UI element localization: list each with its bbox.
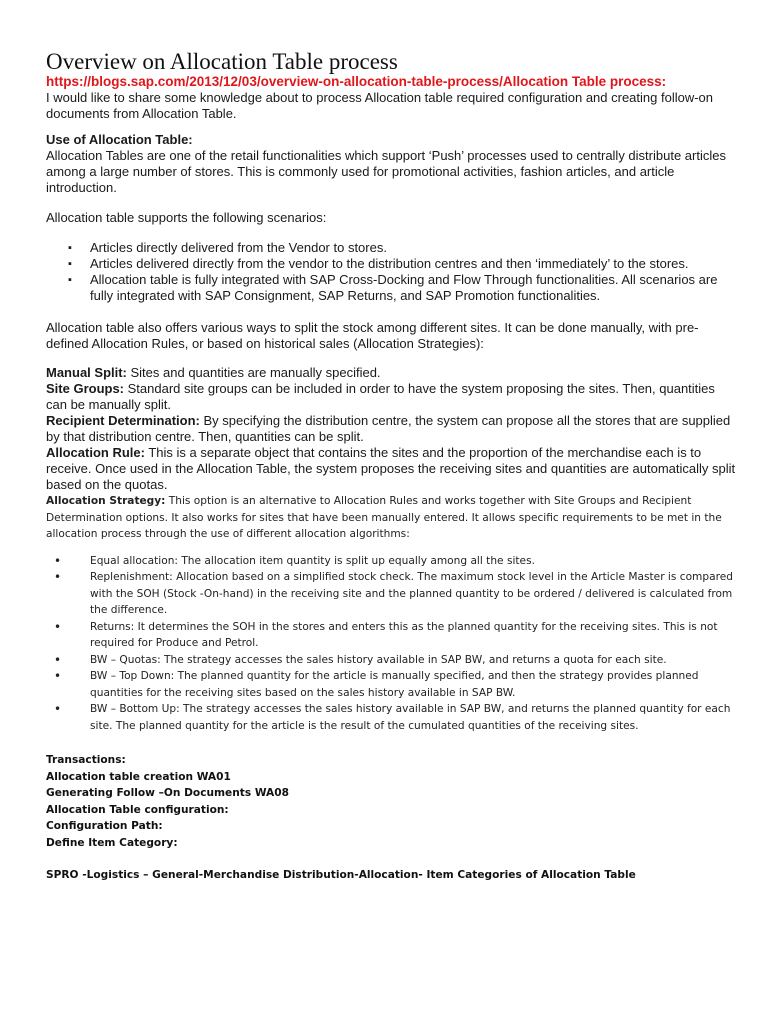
strategy-item: • Equal allocation: The allocation item quantity is split up equally among all the sites. [90, 553, 736, 570]
method-manual [46, 365, 736, 381]
spro-path: SPRO -Logistics – General-Merchandise Distribution-Allocation- Item Categories of Allocation Table [46, 869, 636, 881]
use-paragraph: Allocation Tables are one of the retail functionalities which support ‘Push’ processes used to centrally distribute articles among a large number of stores. This is commonly used for promotional activities, fashion articles, and article introduction. [46, 148, 726, 195]
method-site-groups [46, 381, 736, 413]
method-recipient [46, 413, 736, 445]
strategy-label: Allocation Strategy: [46, 495, 166, 507]
document-page [46, 50, 736, 884]
intro-paragraph: I would like to share some knowledge about to process Allocation table required configuration and creating follow-on documents from Allocation Table. [46, 90, 714, 121]
strategy-text: This option is an alternative to Allocation Rules and works together with Site Groups and Recipient Determination options. It also works for sites that have been manually entered. It allows specific requirements to be met in the allocation process through the use of different allocation algorithms: [46, 495, 722, 540]
method-text: Sites and quantities are manually specified. [126, 365, 381, 380]
strategy-item: • BW – Quotas: The strategy accesses the sales history available in SAP BW, and returns a quota for each site. [90, 652, 736, 669]
transaction-line: Define Item Category: [46, 836, 178, 849]
method-text: This is a separate object that contains the sites and the proportion of the merchandise each is to receive. Once used in the Allocation Table, the system proposes the receiving sites and quantities are automatically split based on the quotas. [46, 445, 736, 492]
scenarios-intro: Allocation table supports the following scenarios: [46, 210, 327, 225]
split-methods [46, 365, 736, 493]
split-paragraph: Allocation table also offers various ways to split the stock among different sites. It can be done manually, with pre-defined Allocation Rules, or based on historical sales (Allocation Strategies): [46, 320, 699, 351]
transactions-heading: Transactions: [46, 754, 126, 766]
scenario-list [46, 240, 736, 304]
strategy-item: • Returns: It determines the SOH in the stores and enters this as the planned quantity for the receiving sites. This is not required for Produce and Petrol. [90, 619, 736, 652]
strategy-paragraph [46, 493, 736, 543]
source-link[interactable]: https://blogs.sap.com/2013/12/03/overview-on-allocation-table-process/Allocation Table process: [46, 74, 667, 89]
transaction-line: Allocation table creation WA01 [46, 770, 231, 783]
method-label: Allocation Rule: [46, 445, 145, 460]
scenario-item: ▪ Articles directly delivered from the Vendor to stores. [90, 240, 736, 256]
method-text: Standard site groups can be included in order to have the system proposing the sites. Then, quantities can be manually split. [46, 381, 715, 412]
scenario-item: ▪ Articles delivered directly from the vendor to the distribution centres and then ‘immediately’ to the stores. [90, 256, 736, 272]
transactions-block [46, 752, 736, 851]
strategy-item: • BW – Top Down: The planned quantity for the article is manually specified, and then the strategy provides planned quantities for the receiving sites based on the sales history available in SAP BW. [90, 668, 736, 701]
method-rule [46, 445, 736, 493]
page-title: Overview on Allocation Table process [46, 49, 398, 74]
use-heading: Use of Allocation Table: [46, 132, 193, 147]
strategy-item: • BW – Bottom Up: The strategy accesses the sales history available in SAP BW, and returns the planned quantity for each site. The planned quantity for the article is the result of the cumulated quantities of the receiving sites. [90, 701, 736, 734]
transaction-line: Generating Follow –On Documents WA08 [46, 787, 289, 799]
transaction-line: Configuration Path: [46, 820, 163, 832]
method-label: Recipient Determination: [46, 413, 200, 428]
strategy-list [46, 553, 736, 735]
method-text: By specifying the distribution centre, the system can propose all the stores that are supplied by that distribution centre. Then, quantities can be split. [46, 413, 731, 444]
method-label: Site Groups: [46, 381, 125, 396]
strategy-item: • Replenishment: Allocation based on a simplified stock check. The maximum stock level in the Article Master is compared with the SOH (Stock -On-hand) in the receiving site and the planned quantity to be ordered / delivered is calculated from the difference. [90, 569, 736, 619]
scenario-item: ▪ Allocation table is fully integrated with SAP Cross-Docking and Flow Through functionalities. All scenarios are fully integrated with SAP Consignment, SAP Returns, and SAP Promotion functionalities. [90, 272, 736, 304]
method-label: Manual Split: [46, 365, 127, 380]
transaction-line: Allocation Table configuration: [46, 803, 229, 816]
